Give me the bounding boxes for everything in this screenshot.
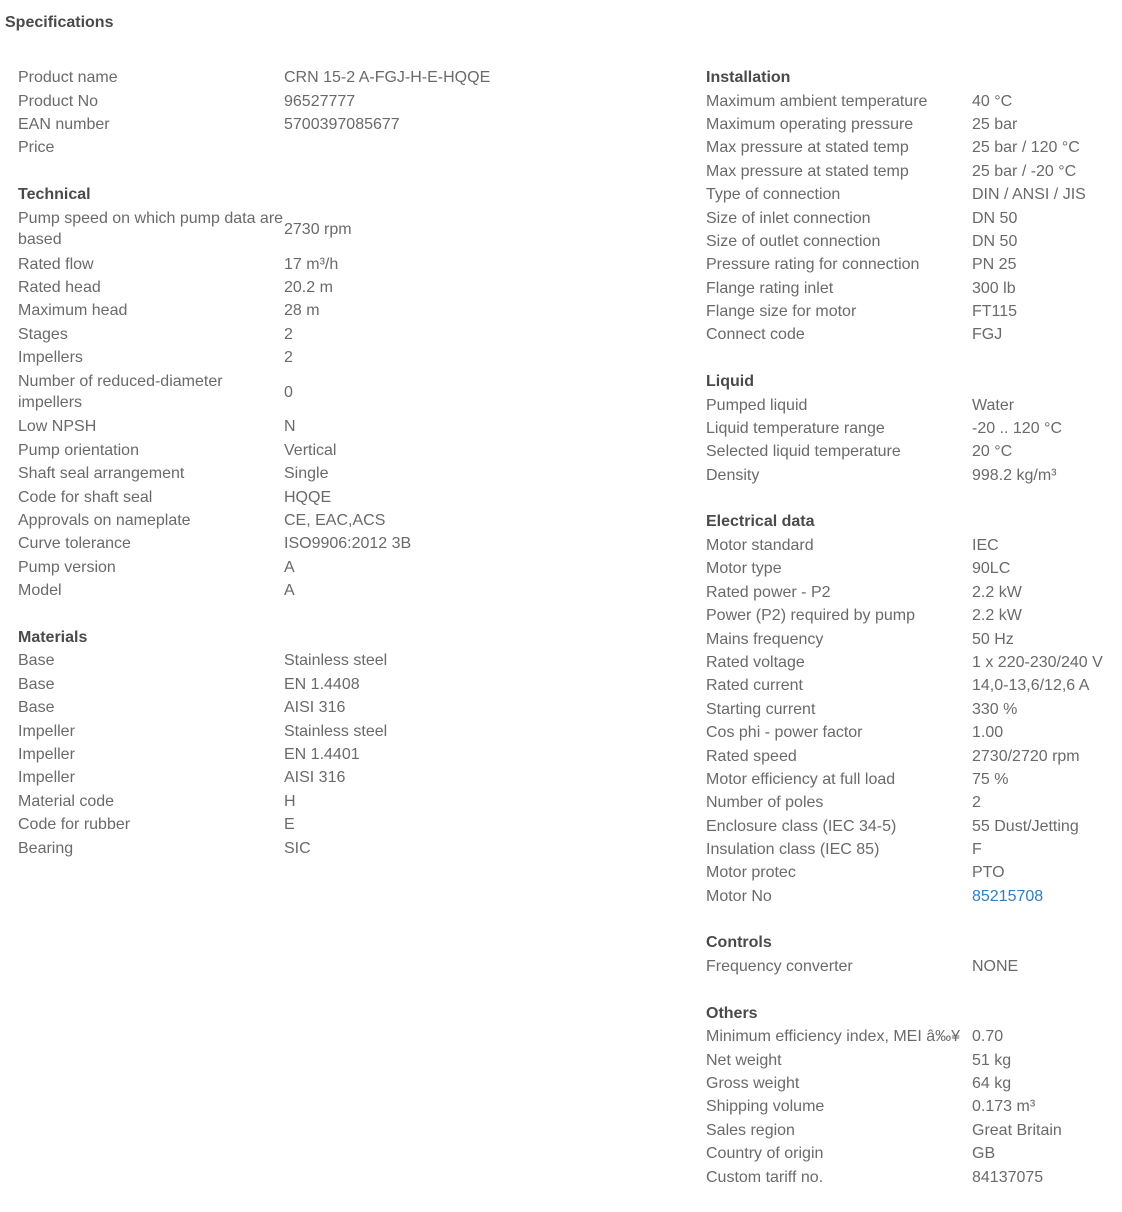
spec-value: 5700397085677	[284, 115, 400, 133]
spec-label: Material code	[18, 792, 115, 810]
spec-label: Mains frequency	[706, 630, 824, 648]
spec-value: Vertical	[284, 441, 337, 459]
spec-row	[18, 579, 578, 602]
spec-value: FT115	[972, 303, 1018, 321]
spec-label: Insulation class (IEC 85)	[706, 841, 880, 859]
spec-label: Size of outlet connection	[706, 232, 881, 250]
spec-label: Gross weight	[706, 1074, 800, 1092]
spec-label: Maximum operating pressure	[706, 115, 914, 133]
section-title: Liquid	[706, 373, 754, 391]
spec-label: Max pressure at stated temp	[706, 162, 909, 180]
spec-value: 55 Dust/Jetting	[972, 817, 1079, 835]
spec-value: 25 bar / -20 °C	[972, 162, 1077, 180]
spec-label: Max pressure at stated temp	[706, 139, 909, 157]
spec-value: A	[284, 558, 295, 576]
spec-label: Motor efficiency at full load	[706, 770, 896, 788]
section-electrical-data	[706, 510, 1116, 908]
spec-label: Maximum ambient temperature	[706, 92, 928, 110]
spec-value: 0.173 m³	[972, 1098, 1036, 1116]
spec-value: N	[284, 418, 296, 436]
spec-label: Minimum efficiency index, MEI â‰¥	[706, 1028, 961, 1046]
spec-label: Base	[18, 675, 55, 693]
spec-row	[18, 556, 578, 579]
spec-row	[18, 415, 578, 438]
spec-value: 90LC	[972, 560, 1011, 578]
spec-row	[706, 160, 1116, 183]
spec-label: Liquid temperature range	[706, 420, 885, 438]
spec-row	[18, 439, 578, 462]
spec-label: Curve tolerance	[18, 535, 131, 553]
spec-value: 14,0-13,6/12,6 A	[972, 677, 1090, 695]
spec-value: DN 50	[972, 209, 1018, 227]
spec-value: CE, EAC,ACS	[284, 512, 386, 530]
spec-label: Motor protec	[706, 864, 796, 882]
spec-value: DN 50	[972, 232, 1018, 250]
spec-value: 17 m³/h	[284, 255, 339, 273]
spec-value: 75 %	[972, 770, 1009, 788]
spec-label: Selected liquid temperature	[706, 443, 901, 461]
spec-value: -20 .. 120 °C	[972, 420, 1062, 438]
spec-label: Impeller	[18, 722, 75, 740]
spec-row	[706, 1025, 1116, 1048]
spec-row	[706, 744, 1116, 767]
spec-value: E	[284, 816, 295, 834]
spec-value: 84137075	[972, 1168, 1044, 1186]
spec-value: 2730 rpm	[284, 220, 352, 238]
spec-value: 40 °C	[972, 92, 1013, 110]
section-title: Materials	[18, 628, 88, 646]
spec-value: 51 kg	[972, 1051, 1012, 1069]
spec-row	[706, 253, 1116, 276]
spec-value: 0	[284, 383, 293, 401]
spec-row	[706, 1072, 1116, 1095]
spec-row	[18, 532, 578, 555]
spec-label: Type of connection	[706, 186, 841, 204]
spec-label: Approvals on nameplate	[18, 512, 191, 530]
spec-label: Base	[18, 699, 55, 717]
section-title: Electrical data	[706, 513, 815, 531]
spec-value: 2	[284, 349, 293, 367]
spec-value: HQQE	[284, 488, 332, 506]
spec-label: Power (P2) required by pump	[706, 607, 915, 625]
spec-label: Impeller	[18, 745, 75, 763]
spec-row	[706, 885, 1116, 908]
spec-label: Pump speed on which pump data are based	[18, 210, 284, 249]
spec-value: 64 kg	[972, 1074, 1012, 1092]
spec-row	[706, 183, 1116, 206]
spec-row	[18, 206, 578, 252]
spec-row	[706, 440, 1116, 463]
section-title: Controls	[706, 934, 772, 952]
spec-label: Connect code	[706, 326, 805, 344]
spec-row	[706, 206, 1116, 229]
spec-label: Maximum head	[18, 302, 128, 320]
section-materials	[18, 626, 578, 860]
spec-row	[18, 696, 578, 719]
spec-row	[706, 89, 1116, 112]
spec-label: Code for shaft seal	[18, 488, 153, 506]
spec-value: AISI 316	[284, 769, 346, 787]
spec-row	[706, 838, 1116, 861]
spec-row	[18, 462, 578, 485]
spec-label: Enclosure class (IEC 34-5)	[706, 817, 897, 835]
spec-label: Motor No	[706, 887, 772, 905]
spec-row	[18, 836, 578, 859]
section-title: Installation	[706, 69, 791, 86]
spec-label: Density	[706, 466, 760, 484]
spec-label: Number of poles	[706, 794, 824, 812]
spec-value: Stainless steel	[284, 722, 388, 740]
section-technical	[18, 183, 578, 602]
spec-value: 20.2 m	[284, 278, 333, 296]
spec-row	[706, 627, 1116, 650]
spec-value: FGJ	[972, 326, 1003, 344]
spec-label: Number of reduced-diameter impellers	[18, 373, 223, 412]
spec-label: Pump version	[18, 558, 116, 576]
spec-label: Impellers	[18, 349, 83, 367]
spec-row	[706, 861, 1116, 884]
spec-label: Flange rating inlet	[706, 279, 834, 297]
spec-label: Rated head	[18, 278, 101, 296]
spec-row	[18, 813, 578, 836]
spec-row	[706, 604, 1116, 627]
spec-value: 25 bar	[972, 115, 1018, 133]
spec-value: 330 %	[972, 700, 1018, 718]
spec-value: EN 1.4401	[284, 745, 360, 763]
spec-value: H	[284, 792, 296, 810]
spec-row	[706, 815, 1116, 838]
spec-value: 2.2 kW	[972, 607, 1022, 625]
spec-row	[706, 1142, 1116, 1165]
spec-value: 2	[972, 794, 981, 812]
section-installation	[706, 66, 1116, 347]
spec-label: Product name	[18, 69, 118, 87]
spec-label: Model	[18, 582, 62, 600]
section-general	[18, 66, 578, 160]
spec-row	[706, 1048, 1116, 1071]
spec-row	[706, 674, 1116, 697]
spec-row	[18, 299, 578, 322]
spec-row	[18, 673, 578, 696]
spec-row	[18, 323, 578, 346]
left-column	[18, 66, 578, 883]
spec-row	[18, 790, 578, 813]
spec-row	[18, 136, 578, 159]
spec-label: Shaft seal arrangement	[18, 465, 185, 483]
spec-row	[706, 323, 1116, 346]
spec-row	[706, 768, 1116, 791]
spec-value: 50 Hz	[972, 630, 1014, 648]
spec-value: DIN / ANSI / JIS	[972, 186, 1086, 204]
spec-row	[706, 464, 1116, 487]
spec-value: AISI 316	[284, 699, 346, 717]
spec-value: 2	[284, 325, 293, 343]
right-column	[706, 66, 1116, 1212]
spec-label: Country of origin	[706, 1145, 824, 1163]
page-title: Specifications	[5, 14, 114, 31]
spec-row	[18, 509, 578, 532]
spec-value: 20 °C	[972, 443, 1013, 461]
spec-value: GB	[972, 1145, 996, 1163]
spec-value: 96527777	[284, 92, 356, 110]
spec-row	[18, 252, 578, 275]
spec-label: Pressure rating for connection	[706, 256, 920, 274]
spec-label: Shipping volume	[706, 1098, 825, 1116]
spec-label: Sales region	[706, 1121, 795, 1139]
spec-row	[706, 698, 1116, 721]
spec-label: Bearing	[18, 839, 74, 857]
spec-value: Stainless steel	[284, 652, 388, 670]
spec-row	[706, 277, 1116, 300]
spec-value: 1.00	[972, 724, 1004, 742]
spec-label: Pump orientation	[18, 441, 139, 459]
spec-value: Great Britain	[972, 1121, 1062, 1139]
motor-no-link[interactable]: 85215708	[972, 887, 1044, 905]
spec-value: 2730/2720 rpm	[972, 747, 1080, 765]
spec-value: NONE	[972, 958, 1019, 976]
spec-label: Base	[18, 652, 55, 670]
spec-row	[18, 485, 578, 508]
spec-row	[706, 581, 1116, 604]
spec-label: Product No	[18, 92, 99, 110]
spec-label: EAN number	[18, 115, 110, 133]
spec-label: Pumped liquid	[706, 396, 808, 414]
spec-row	[706, 1165, 1116, 1188]
spec-label: Stages	[18, 325, 68, 343]
spec-label: Rated power - P2	[706, 583, 831, 601]
spec-row	[706, 113, 1116, 136]
section-title: Others	[706, 1004, 758, 1022]
spec-label: Low NPSH	[18, 418, 97, 436]
spec-label: Size of inlet connection	[706, 209, 871, 227]
spec-value: IEC	[972, 537, 999, 554]
spec-label: Motor type	[706, 560, 782, 578]
spec-label: Impeller	[18, 769, 75, 787]
spec-label: Price	[18, 139, 55, 157]
spec-row	[706, 300, 1116, 323]
spec-row	[706, 230, 1116, 253]
spec-row	[18, 719, 578, 742]
spec-row	[706, 721, 1116, 744]
spec-label: Rated flow	[18, 255, 94, 273]
spec-value: 28 m	[284, 302, 320, 320]
spec-value: A	[284, 582, 295, 600]
spec-row	[18, 743, 578, 766]
spec-row	[18, 113, 578, 136]
spec-value: PTO	[972, 864, 1005, 882]
spec-label: Net weight	[706, 1051, 782, 1069]
spec-label: Code for rubber	[18, 816, 131, 834]
spec-row	[706, 417, 1116, 440]
spec-value: 1 x 220-230/240 V	[972, 653, 1103, 671]
section-liquid	[706, 370, 1116, 487]
spec-value: ISO9906:2012 3B	[284, 535, 412, 553]
spec-value: PN 25	[972, 256, 1017, 274]
spec-row	[18, 89, 578, 112]
spec-label: Rated speed	[706, 747, 797, 765]
spec-value: F	[972, 841, 982, 859]
spec-label: Custom tariff no.	[706, 1168, 824, 1186]
spec-label: Starting current	[706, 700, 816, 718]
spec-label: Frequency converter	[706, 958, 853, 976]
spec-row	[18, 766, 578, 789]
spec-value: 2.2 kW	[972, 583, 1022, 601]
section-title: Technical	[18, 185, 91, 203]
spec-row	[706, 955, 1116, 978]
spec-row	[18, 66, 578, 89]
spec-label: Rated current	[706, 677, 803, 695]
spec-value: EN 1.4408	[284, 675, 360, 693]
spec-row	[706, 1119, 1116, 1142]
spec-row	[706, 393, 1116, 416]
spec-row	[706, 136, 1116, 159]
spec-value: 25 bar / 120 °C	[972, 139, 1080, 157]
spec-value: 998.2 kg/m³	[972, 466, 1057, 484]
spec-value: Water	[972, 396, 1015, 414]
spec-row	[18, 276, 578, 299]
spec-value: 0.70	[972, 1028, 1004, 1046]
spec-value: Single	[284, 465, 329, 483]
spec-label: Rated voltage	[706, 653, 805, 671]
spec-row	[706, 557, 1116, 580]
spec-row	[18, 369, 578, 415]
spec-row	[18, 346, 578, 369]
spec-value: SIC	[284, 839, 311, 857]
spec-row	[706, 534, 1116, 557]
spec-label: Cos phi - power factor	[706, 724, 863, 742]
section-controls	[706, 931, 1116, 978]
section-others	[706, 1002, 1116, 1189]
spec-row	[706, 651, 1116, 674]
spec-row	[706, 1095, 1116, 1118]
spec-value: CRN 15-2 A-FGJ-H-E-HQQE	[284, 69, 491, 87]
spec-row	[18, 649, 578, 672]
spec-label: Motor standard	[706, 537, 814, 554]
spec-value: 300 lb	[972, 279, 1016, 297]
spec-label: Flange size for motor	[706, 303, 857, 321]
spec-row	[706, 791, 1116, 814]
